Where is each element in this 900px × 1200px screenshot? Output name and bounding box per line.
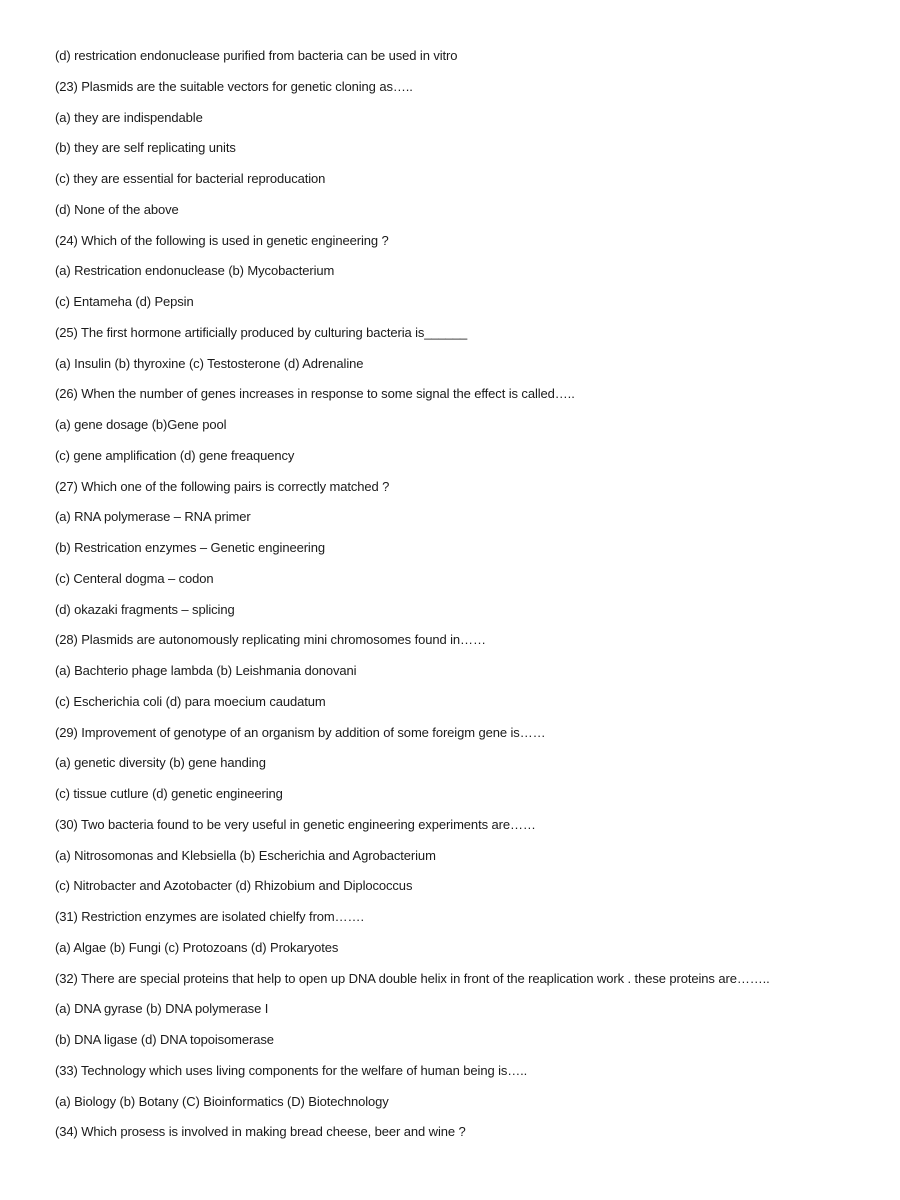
option-line-29ab: (a) genetic diversity (b) gene handing <box>55 755 266 771</box>
option-line-30ab: (a) Nitrosomonas and Klebsiella (b) Escherichia and Agrobacterium <box>55 847 436 863</box>
question-23: (23) Plasmids are the suitable vectors for genetic cloning as….. <box>55 78 413 94</box>
option-line-22d: (d) restrication endonuclease purified from bacteria can be used in vitro <box>55 48 458 63</box>
option-line-23b: (b) they are self replicating units <box>55 140 236 156</box>
option-line-27c: (c) Centeral dogma – codon <box>55 570 214 586</box>
question-28: (28) Plasmids are autonomously replicating mini chromosomes found in…… <box>55 632 486 648</box>
question-32: (32) There are special proteins that help to open up DNA double helix in front of the reaplication work . these proteins are…….. <box>55 970 770 986</box>
question-24: (24) Which of the following is used in genetic engineering ? <box>55 232 389 248</box>
option-line-26ab: (a) gene dosage (b)Gene pool <box>55 417 227 432</box>
question-25: (25) The first hormone artificially produced by culturing bacteria is______ <box>55 324 468 340</box>
document-page <box>55 47 885 1154</box>
option-line-33abcd: (a) Biology (b) Botany (C) Bioinformatics (D) Biotechnology <box>55 1093 389 1109</box>
option-line-29cd: (c) tissue cutlure (d) genetic engineering <box>55 786 283 801</box>
option-line-26cd: (c) gene amplification (d) gene freaquency <box>55 447 295 463</box>
question-33: (33) Technology which uses living components for the welfare of human being is….. <box>55 1062 528 1078</box>
question-31: (31) Restriction enzymes are isolated chielfy from……. <box>55 909 364 924</box>
option-line-24cd: (c) Entameha (d) Pepsin <box>55 294 194 309</box>
option-line-25abcd: (a) Insulin (b) thyroxine (c) Testosterone (d) Adrenaline <box>55 355 364 371</box>
option-line-24ab: (a) Restrication endonuclease (b) Mycobacterium <box>55 263 335 279</box>
option-line-32ab: (a) DNA gyrase (b) DNA polymerase I <box>55 1001 269 1017</box>
option-line-23d: (d) None of the above <box>55 201 179 217</box>
question-27: (27) Which one of the following pairs is correctly matched ? <box>55 478 390 494</box>
option-line-23a: (a) they are indispendable <box>55 109 203 125</box>
question-26: (26) When the number of genes increases in response to some signal the effect is called….. <box>55 386 575 402</box>
question-29: (29) Improvement of genotype of an organism by addition of some foreigm gene is…… <box>55 724 546 740</box>
option-line-23c: (c) they are essential for bacterial reproducation <box>55 171 326 186</box>
option-line-30cd: (c) Nitrobacter and Azotobacter (d) Rhizobium and Diplococcus <box>55 878 413 894</box>
question-34: (34) Which prosess is involved in making bread cheese, beer and wine ? <box>55 1124 466 1140</box>
option-line-28cd: (c) Escherichia coli (d) para moecium caudatum <box>55 693 326 709</box>
option-line-28ab: (a) Bachterio phage lambda (b) Leishmania donovani <box>55 663 357 678</box>
option-line-31abcd: (a) Algae (b) Fungi (c) Protozoans (d) Prokaryotes <box>55 939 339 955</box>
option-line-32cd: (b) DNA ligase (d) DNA topoisomerase <box>55 1032 274 1047</box>
option-line-27b: (b) Restrication enzymes – Genetic engineering <box>55 540 325 555</box>
option-line-27d: (d) okazaki fragments – splicing <box>55 601 235 617</box>
option-line-27a: (a) RNA polymerase – RNA primer <box>55 509 251 525</box>
question-30: (30) Two bacteria found to be very useful in genetic engineering experiments are…… <box>55 816 536 832</box>
